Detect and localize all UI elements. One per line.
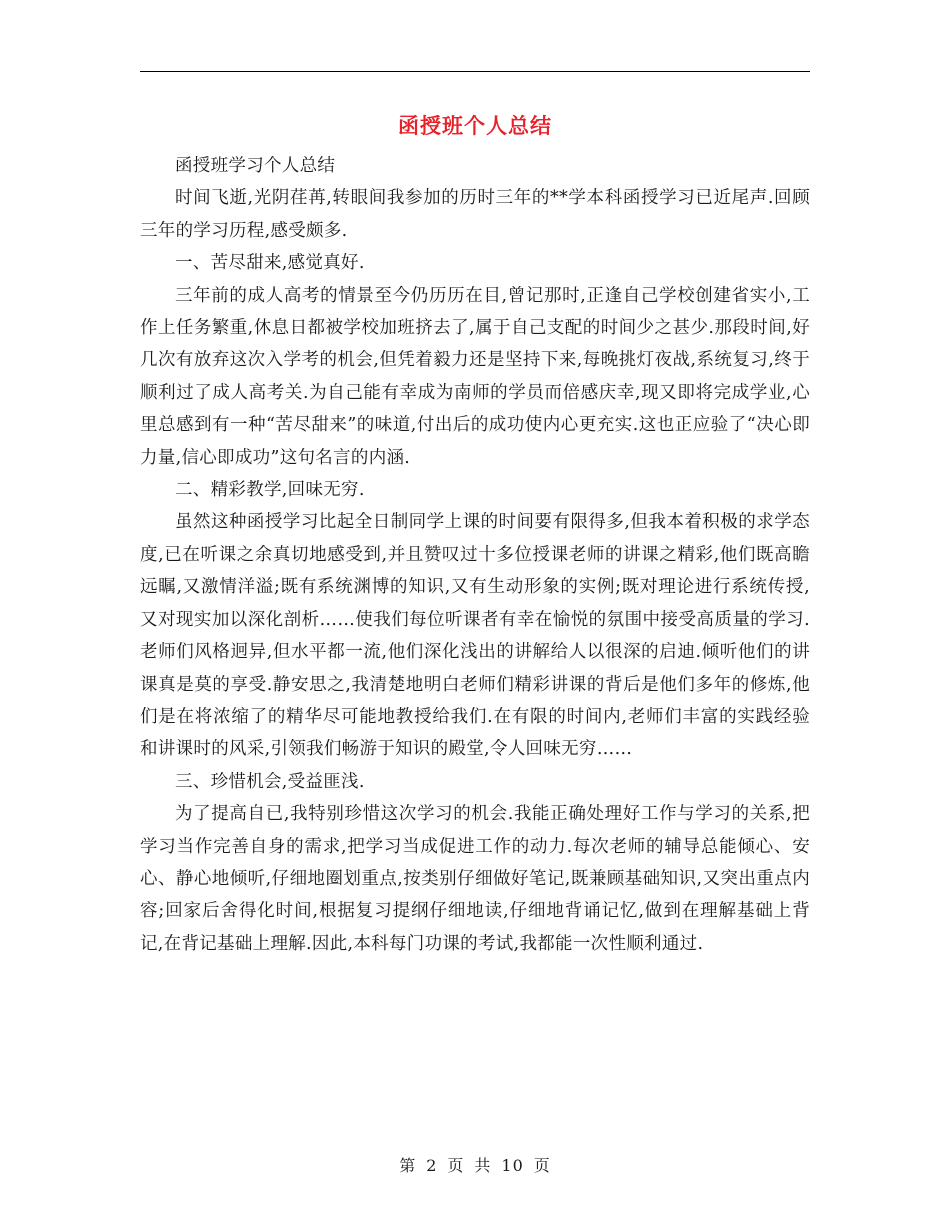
page-label-suffix: 页	[533, 1156, 551, 1175]
section-heading-1: 一、苦尽甜来,感觉真好.	[175, 253, 365, 274]
current-page-number: 2	[426, 1156, 438, 1175]
subtitle-paragraph: 函授班学习个人总结	[175, 156, 336, 176]
section-2-paragraph: 虽然这种函授学习比起全日制同学上课的时间要有限得多,但我本着积极的求学态度,已在听课之余真切地感受到,并且赞叹过十多位授课老师的讲课之精彩,他们既高瞻远瞩,又激情洋溢;既有系统渊博的知识,又有生动形象的实例;既对理论进行系统传授,又对现实加以深化剖析……使我们每位听课者有幸在愉悦的氛围中接受高质量的学习.老师们风格迥异,但水平都一流,他们深化浅出的讲解给人以很深的启迪.倾听他们的讲课真是莫的享受.静安思之,我清楚地明白老师们精彩讲课的背后是他们多年的修炼,他们是在将浓缩了的精华尽可能地教授给我们.在有限的时间内,老师们丰富的实践经验和讲课时的风采,引领我们畅游于知识的殿堂,令人回味无穷……	[140, 512, 810, 760]
page-footer	[0, 1153, 950, 1176]
page-label-mid: 页	[447, 1156, 465, 1175]
section-1-paragraph: 三年前的成人高考的情景至今仍历历在目,曾记那时,正逢自己学校创建省实小,工作上任务繁重,休息日都被学校加班挤去了,属于自己支配的时间少之甚少.那段时间,好几次有放弃这次入学考的机会,但凭着毅力还是坚持下来,每晚挑灯夜战,系统复习,终于顺利过了成人高考关.为自己能有幸成为南师的学员而倍感庆幸,现又即将完成学业,心里总感到有一种“苦尽甜来”的味道,付出后的成功使内心更充实.这也正应验了“决心即力量,信心即成功”这句名言的内涵.	[140, 285, 810, 468]
intro-paragraph: 时间飞逝,光阴荏苒,转眼间我参加的历时三年的**学本科函授学习已近尾声.回顾三年的学习历程,感受颇多.	[140, 188, 810, 241]
document-body	[140, 150, 810, 960]
page-label-prefix: 第	[399, 1156, 417, 1175]
header-rule	[140, 71, 810, 72]
total-label: 共	[474, 1156, 492, 1175]
document-title: 函授班个人总结	[398, 113, 552, 138]
section-heading-2: 二、精彩教学,回味无穷.	[175, 480, 365, 501]
section-heading-3: 三、珍惜机会,受益匪浅.	[175, 771, 365, 792]
total-pages-number: 10	[501, 1156, 524, 1175]
section-3-paragraph: 为了提高自已,我特别珍惜这次学习的机会.我能正确处理好工作与学习的关系,把学习当作完善自身的需求,把学习当成促进工作的动力.每次老师的辅导总能倾心、安心、静心地倾听,仔细地圈划重点,按类别仔细做好笔记,既兼顾基础知识,又突出重点内容;回家后舍得化时间,根据复习提纲仔细地读,仔细地背诵记忆,做到在理解基础上背记,在背记基础上理解.因此,本科每门功课的考试,我都能一次性顺利通过.	[140, 804, 810, 954]
